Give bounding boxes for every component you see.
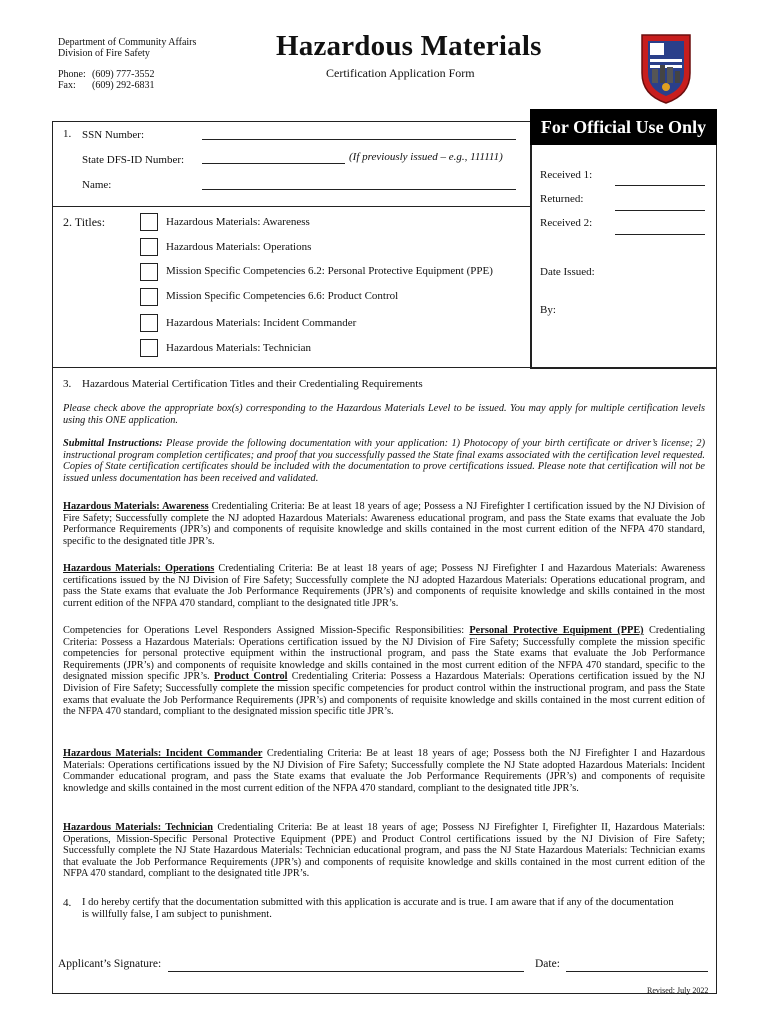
mission-specific-paragraph [63, 625, 705, 718]
incident-commander-text: Credentialing Criteria: Be at least 18 years of age; Possess both the NJ Firefighter I and Hazardous Materials: Operations certifications issued by the NJ Division of Fire Safety; Successfully complete the NJ State adopted Hazardous Materials: Incident Commander educational program, and pass the State exams that evaluate the Job Performance Requirements (JPR’s) and components of requisite knowledge and skills contained in the most current edition of the NFPA 470 standard, compliant to the designated title JPR’s. [63, 748, 706, 794]
returned-label: Returned: [540, 193, 584, 205]
fax-label: Fax: [58, 80, 76, 91]
phone-label: Phone: [58, 69, 86, 80]
checkbox-product-control[interactable] [140, 288, 158, 306]
section-1-number: 1. [63, 128, 72, 140]
ppe-text: Credentialing Criteria: Possess a Hazardous Materials: Operations certification issued by the NJ Division of Fire Safety; Successfully complete the mission specific competencies for personal protective equipment within the instructional program, and pass the State exams that evaluate the Job Performance Requirements (JPR’s) and components of requisite knowledge and skills contained in the most current edition of the NFPA 470 standard, specific to the designated mission specific JPR’s. [63, 625, 705, 683]
returned-field[interactable] [615, 210, 705, 211]
date-label: Date: [535, 958, 560, 970]
fax-number: (609) 292-6831 [92, 80, 155, 91]
dfs-id-field[interactable] [202, 163, 345, 164]
name-field[interactable] [202, 189, 516, 190]
certification-statement: I do hereby certify that the documentation submitted with this application is accurate and is true. I am aware that if any of the documentation is willfully false, I am subject to punishment. [82, 897, 674, 920]
dfs-id-label: State DFS-ID Number: [82, 154, 185, 166]
date-field[interactable] [566, 971, 708, 972]
title-operations: Hazardous Materials: Operations [166, 241, 312, 253]
received-1-field[interactable] [615, 185, 705, 186]
ssn-field[interactable] [202, 139, 516, 140]
official-use-box [530, 109, 717, 369]
operations-text: Credentialing Criteria: Be at least 18 years of age; Possess NJ Firefighter I and Hazardous Materials: Awareness certifications issued by the NJ Division of Fire Safety; Successfully complete the NJ adopted Hazardous Materials: Operations educational program, and pass the State exams that evaluate the Job Performance Requirements (JPR’s) and components of requisite knowledge and skills contained in the most current edition of the NFPA 470 standard, compliant to the designated title JPR’s. [63, 563, 705, 609]
page-subtitle: Certification Application Form [326, 66, 475, 80]
incident-commander-paragraph [63, 748, 705, 794]
checkbox-operations[interactable] [140, 238, 158, 256]
section-3-heading: Hazardous Material Certification Titles and their Credentialing Requirements [82, 378, 423, 390]
technician-paragraph [63, 822, 705, 880]
date-issued-label: Date Issued: [540, 266, 595, 278]
incident-commander-title: Hazardous Materials: Incident Commander [63, 748, 263, 759]
submittal-text: Please provide the following documentation with your application: 1) Photocopy of your birth certificate or driver’s license; 2) instructional program completion certificates; and proof that you successfully passed the State final exams associated with the certification level requested. Copies of State certification certificates should be included with the documentation to prove certifications issued. Please note that certification will not be issued unless documentation has been received and validated. [63, 438, 706, 484]
by-label: By: [540, 304, 556, 316]
product-control-text: Credentialing Criteria: Possess a Hazardous Materials: Operations certification issued by the NJ Division of Fire Safety; Successfully complete the mission specific competencies for product control within the instructional program, and pass the State exams that evaluate the Job Performance Requirements (JPR’s) and components of requisite knowledge and skills contained in the most current edition of the NFPA 470 standard, compliant to the designated mission specific title JPR’s. [63, 671, 706, 718]
product-control-title: Product Control [213, 671, 288, 683]
department-block [58, 37, 196, 59]
signature-label: Applicant’s Signature: [58, 958, 162, 970]
dept-line-2: Division of Fire Safety [58, 48, 150, 59]
section-divider [52, 206, 530, 207]
checkbox-technician[interactable] [140, 339, 158, 357]
section-3-number: 3. [63, 378, 72, 390]
checkbox-awareness[interactable] [140, 213, 158, 231]
checkbox-incident-commander[interactable] [140, 314, 158, 332]
received-2-field[interactable] [615, 234, 705, 235]
awareness-text: Credentialing Criteria: Be at least 18 years of age; Possess a NJ Firefighter I certification issued by the NJ Division of Fire Safety; Successfully complete the NJ adopted Hazardous Materials: Awareness educational program, and pass the State exams that evaluate the Job Performance Requirements (JPR’s) and components of requisite knowledge and skills contained in the most current edition of the NFPA 470 standard, specific to the designated title JPR’s. [63, 501, 706, 547]
received-2-label: Received 2: [540, 217, 593, 229]
checkbox-ppe[interactable] [140, 263, 158, 281]
ssn-label: SSN Number: [82, 129, 145, 141]
dept-line-1: Department of Community Affairs [58, 37, 197, 48]
revision-date: Revised: July 2022 [647, 986, 709, 995]
technician-text: Credentialing Criteria: Be at least 18 years of age; Possess NJ Firefighter I, Firefighter II, Hazardous Materials: Operations, Mission-Specific Personal Protective Equipment (PPE) and Product Control certifications issued by the NJ Division of Fire Safety; Successfully complete the NJ State Hazardous Materials: Technician educational program, and pass the NJ State Hazardous Materials: Technician exams that evaluate the Job Performance Requirements (JPR’s) and components of requisite knowledge and skills contained in the most current edition of the NFPA 470 standard, compliant to the designated title JPR’s. [63, 822, 705, 880]
fire-safety-seal-icon [636, 29, 696, 105]
dfs-id-hint: (If previously issued – e.g., 111111) [349, 151, 503, 163]
official-use-heading: For Official Use Only [530, 109, 717, 145]
awareness-paragraph [63, 501, 705, 547]
title-product-control: Mission Specific Competencies 6.6: Product Control [166, 290, 399, 302]
title-technician: Hazardous Materials: Technician [166, 342, 312, 354]
contact-block [58, 69, 155, 91]
ppe-title: Personal Protective Equipment (PPE) [469, 625, 644, 636]
title-awareness: Hazardous Materials: Awareness [166, 216, 310, 228]
operations-title: Hazardous Materials: Operations [63, 563, 215, 574]
mission-intro: Competencies for Operations Level Responders Assigned Mission-Specific Responsibilities: [63, 625, 470, 636]
page-title: Hazardous Materials [276, 30, 542, 62]
received-1-label: Received 1: [540, 169, 593, 181]
title-incident-commander: Hazardous Materials: Incident Commander [166, 317, 357, 329]
submittal-label: Submittal Instructions: [63, 438, 163, 449]
name-label: Name: [82, 179, 112, 191]
awareness-title: Hazardous Materials: Awareness [63, 501, 209, 512]
intro-text: Please check above the appropriate box(s) corresponding to the Hazardous Materials Level to be issued. You may apply for multiple certification levels using this ONE application. [63, 403, 705, 426]
phone-number: (609) 777-3552 [92, 69, 155, 80]
intro-paragraph [63, 403, 705, 426]
submittal-paragraph [63, 438, 705, 484]
technician-title: Hazardous Materials: Technician [63, 822, 213, 833]
operations-paragraph [63, 563, 705, 609]
section-4-number: 4. [63, 897, 72, 909]
signature-field[interactable] [168, 971, 524, 972]
title-ppe: Mission Specific Competencies 6.2: Personal Protective Equipment (PPE) [166, 265, 493, 277]
titles-label: 2. Titles: [63, 215, 106, 229]
